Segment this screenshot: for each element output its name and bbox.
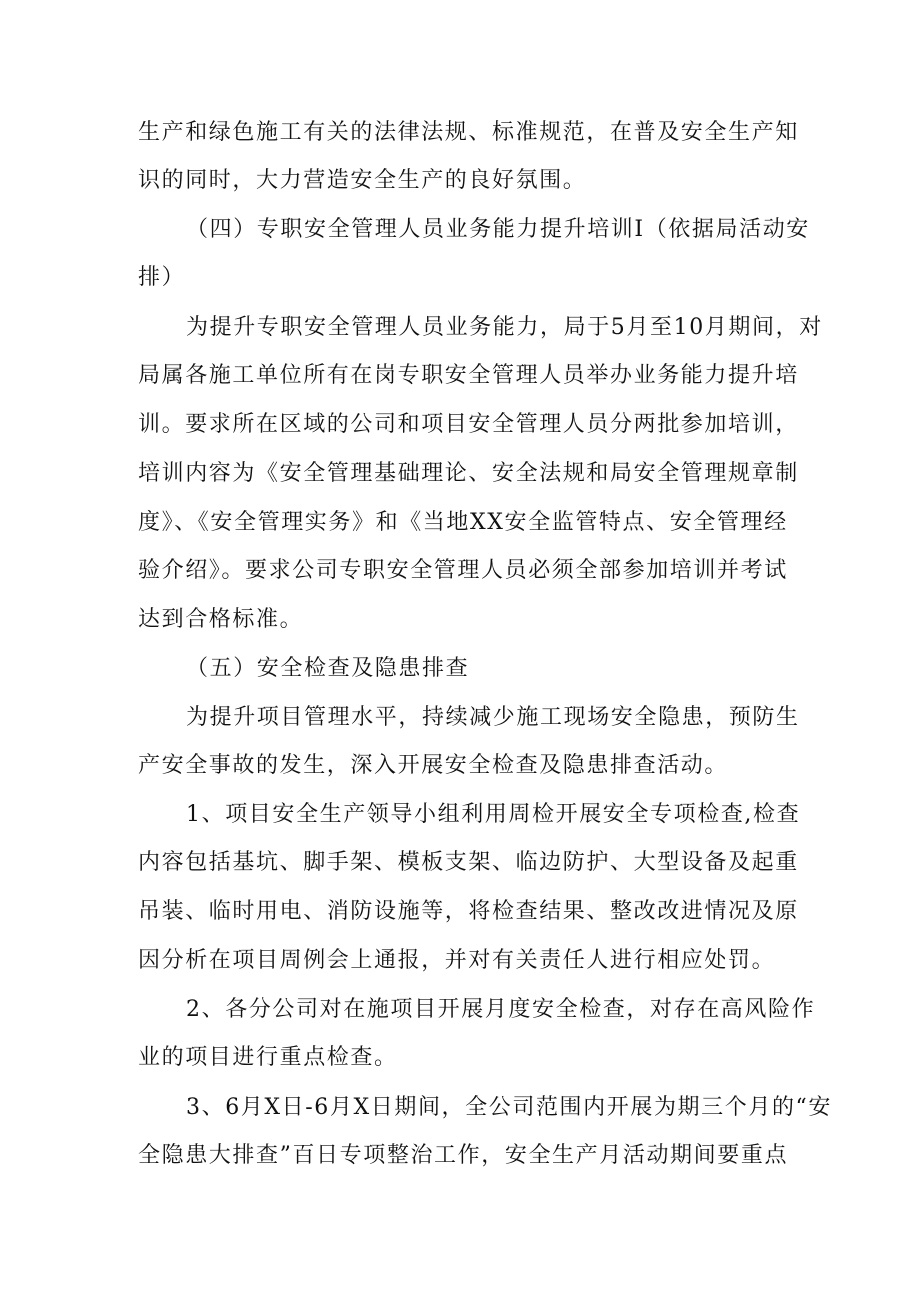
list-item-line: 1、项目安全生产领导小组利用周检开展安全专项检查,检查: [186, 802, 801, 827]
paragraph-line: 局属各施工单位所有在岗专职安全管理人员举办业务能力提升培: [138, 363, 799, 388]
paragraph-line: 为提升项目管理水平，持续减少施工现场安全隐患，预防生: [186, 705, 800, 730]
section-heading-continuation: 排）: [138, 265, 186, 290]
list-item-line: 内容包括基坑、脚手架、模板支架、临边防护、大型设备及起重: [138, 850, 799, 875]
paragraph-line: 达到合格标准。: [138, 607, 304, 632]
list-item-line: 3、6月X日-6月X日期间，全公司范围内开展为期三个月的“安: [186, 1095, 832, 1120]
paragraph-line: 为提升专职安全管理人员业务能力，局于5月至10月期间，对: [186, 315, 823, 340]
list-item-line: 业的项目进行重点检查。: [138, 1045, 398, 1070]
paragraph-line: 培训内容为《安全管理基础理论、安全法规和局安全管理规章制: [138, 461, 799, 486]
list-item-line: 2、各分公司对在施项目开展月度安全检查，对存在高风险作: [186, 997, 816, 1022]
paragraph-line: 验介绍》。要求公司专职安全管理人员必须全部参加培训并考试: [138, 558, 788, 583]
list-item-line: 吊装、临时用电、消防设施等，将检查结果、整改改进情况及原: [138, 899, 799, 924]
section-heading: （四）专职安全管理人员业务能力提升培训I（依据局活动安: [186, 217, 810, 242]
paragraph-line: 产安全事故的发生，深入开展安全检查及隐患排查活动。: [138, 753, 729, 778]
paragraph-line: 生产和绿色施工有关的法律法规、标准规范，在普及安全生产知: [138, 120, 799, 145]
paragraph-line: 识的同时，大力营造安全生产的良好氛围。: [138, 168, 587, 193]
paragraph-line: 训。要求所在区域的公司和项目安全管理人员分两批参加培训，: [138, 412, 799, 437]
list-item-line: 因分析在项目周例会上通报，并对有关责任人进行相应处罚。: [138, 948, 776, 973]
paragraph-line: 度》、《安全管理实务》和《当地XX安全监管特点、安全管理经: [138, 510, 788, 535]
section-heading: （五）安全检查及隐患排查: [186, 656, 470, 681]
list-item-line: 全隐患大排查”百日专项整治工作，安全生产月活动期间要重点: [138, 1143, 789, 1168]
